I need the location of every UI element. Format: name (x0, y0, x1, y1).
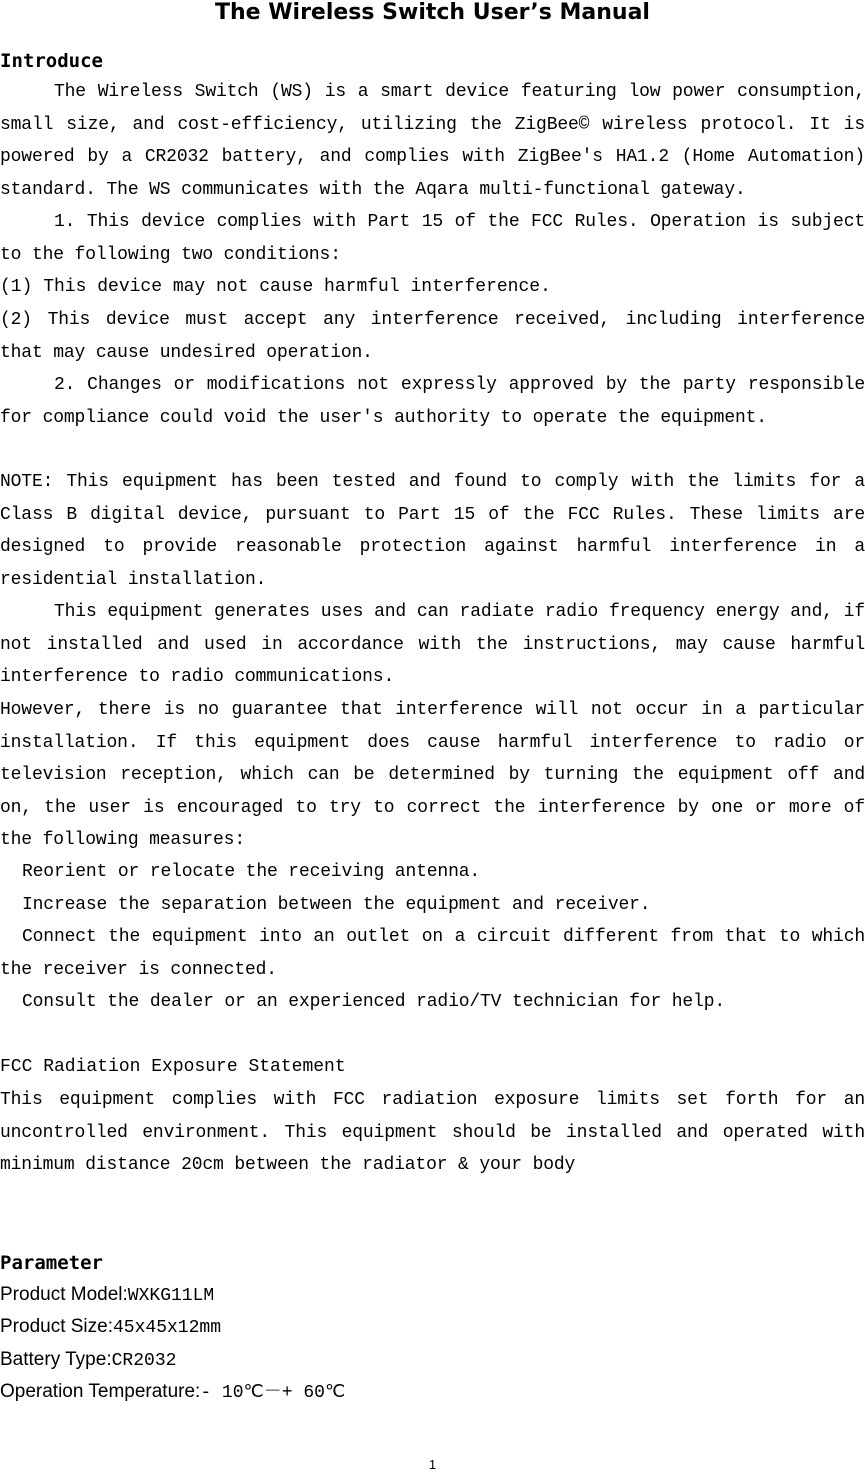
parameter-row-temperature (0, 1376, 345, 1409)
parameter-value: CR2032 (111, 1351, 177, 1371)
condition-1: (1) This device may not cause harmful interference. (0, 277, 551, 297)
introduce-heading: Introduce (0, 50, 103, 72)
parameter-label: Product Size: (0, 1316, 113, 1337)
parameter-row-size (0, 1311, 221, 1344)
parameter-label: Battery Type: (0, 1349, 112, 1370)
parameter-heading: Parameter (0, 1252, 103, 1274)
modifications-paragraph: 2. Changes or modifications not expressly approved by the party responsible for compliance could void the user's authority to operate the equipment. (0, 375, 865, 428)
condition-2: (2) This device must accept any interference received, including interference that may cause undesired operation. (0, 310, 865, 363)
parameter-row-battery (0, 1344, 176, 1377)
measure-item: Connect the equipment into an outlet on a circuit different from that to which the receiver is connected. (0, 927, 865, 980)
radio-energy-paragraph: This equipment generates uses and can radiate radio frequency energy and, if not installed and used in accordance with the instructions, may cause harmful interference to radio communications. (0, 602, 865, 688)
parameter-row-model (0, 1279, 214, 1312)
parameter-label: Operation Temperature: (0, 1381, 201, 1402)
parameter-value: WXKG11LM (127, 1286, 215, 1306)
parameter-value: - 10℃－+ 60℃ (200, 1383, 346, 1403)
parameter-value: 45x45x12mm (113, 1318, 222, 1338)
measure-item: Increase the separation between the equipment and receiver. (22, 895, 651, 915)
intro-paragraph: The Wireless Switch (WS) is a smart device featuring low power consumption, small size, and cost-efficiency, utilizing the ZigBee© wireless protocol. It is powered by a CR2032 battery, and complies with ZigBee's HA1.2 (Home Automation) standard. The WS communicates with the Aqara multi-functional gateway. (0, 82, 865, 200)
note-paragraph: NOTE: This equipment has been tested and found to comply with the limits for a Class B digital device, pursuant to Part 15 of the FCC Rules. These limits are designed to provide reasonable protection against harmful interference in a residential installation. (0, 472, 865, 590)
guarantee-paragraph: However, there is no guarantee that interference will not occur in a particular installation. If this equipment does cause harmful interference to radio or television reception, which can be determined by turning the equipment off and on, the user is encouraged to try to correct the interference by one or more of the following measures: (0, 700, 865, 851)
fcc-part15-paragraph: 1. This device complies with Part 15 of the FCC Rules. Operation is subject to the following two conditions: (0, 212, 865, 265)
page-number: 1 (428, 1457, 437, 1472)
document-title: The Wireless Switch User’s Manual (215, 0, 650, 25)
radiation-heading: FCC Radiation Exposure Statement (0, 1057, 346, 1077)
measure-item: Reorient or relocate the receiving antenna. (22, 862, 481, 882)
measure-item: Consult the dealer or an experienced radio/TV technician for help. (22, 992, 726, 1012)
radiation-paragraph: This equipment complies with FCC radiation exposure limits set forth for an uncontrolled environment. This equipment should be installed and operated with minimum distance 20cm between the radiator & your body (0, 1090, 865, 1176)
parameter-label: Product Model: (0, 1284, 128, 1305)
